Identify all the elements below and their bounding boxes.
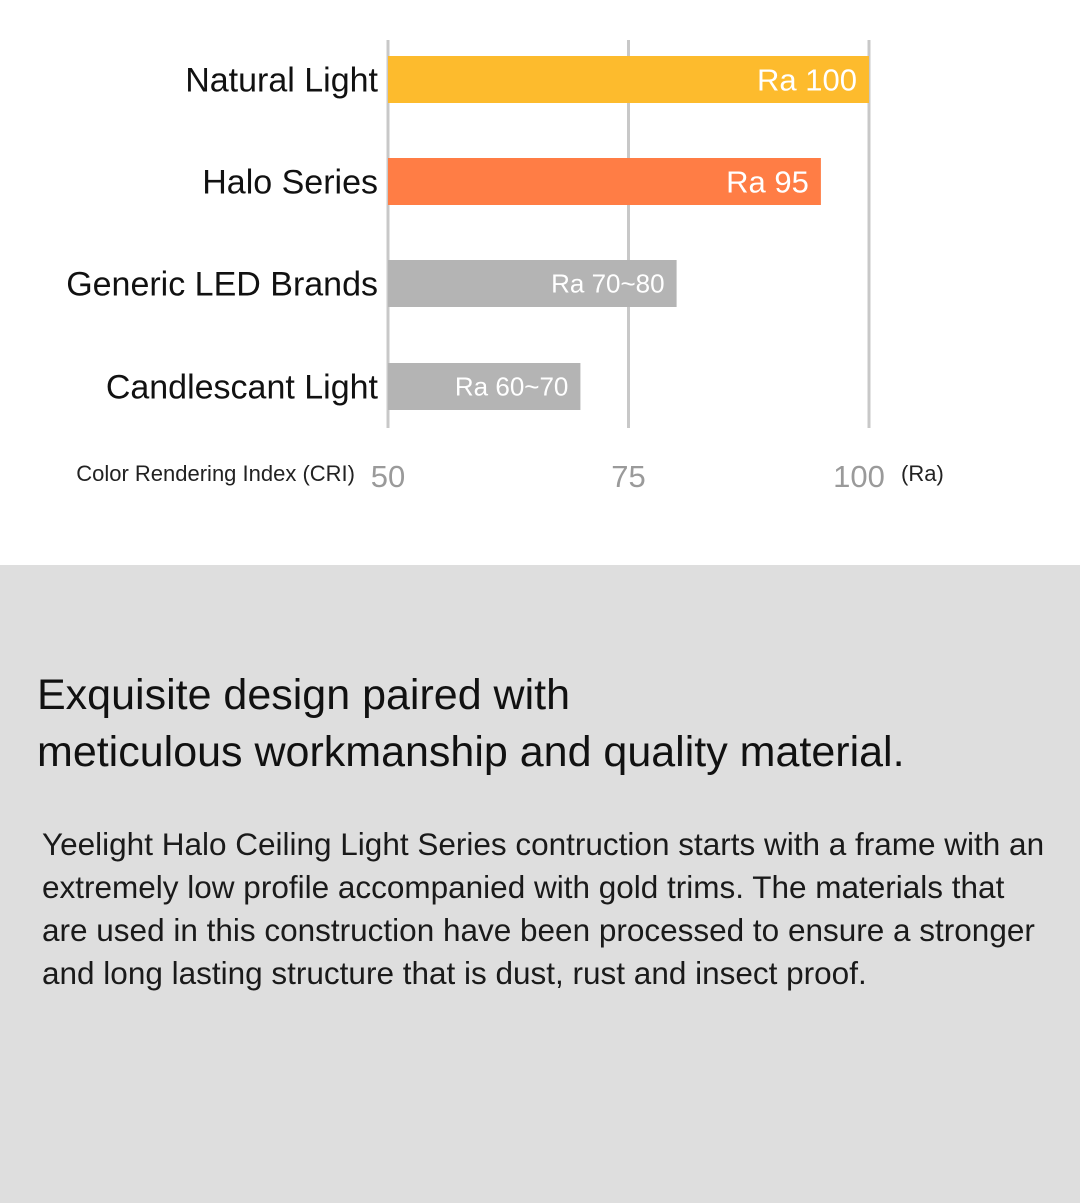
info-section [0,565,1080,1203]
data-label-2: Ra 70~80 [551,268,665,299]
cri-bar-chart [0,0,1080,565]
cri-chart-section [0,0,1080,565]
headline-line-2: meticulous workmanship and quality material. [37,728,905,776]
data-label-0: Ra 100 [757,62,857,98]
x-axis-unit: (Ra) [901,461,944,486]
category-label-2: Generic LED Brands [66,265,378,304]
headline [37,667,1047,781]
data-label-3: Ra 60~70 [454,371,569,402]
description-paragraph: Yeelight Halo Ceiling Light Series contruction starts with a frame with an extremely low profile accompanied with gold trims. The materials that are used in this construction have been processed to ensure a stronger and long lasting structure that is dust, rust and insect proof. [42,826,1045,991]
category-label-3: Candlescant Light [105,368,378,407]
tick-label-100: 100 [833,459,885,494]
data-label-1: Ra 95 [726,164,809,200]
x-axis-label: Color Rendering Index (CRI) [76,461,355,486]
tick-label-75: 75 [611,459,646,494]
category-label-1: Halo Series [202,163,378,202]
tick-label-50: 50 [370,459,406,494]
category-label-0: Natural Light [185,61,378,100]
headline-line-1: Exquisite design paired with [37,671,571,719]
